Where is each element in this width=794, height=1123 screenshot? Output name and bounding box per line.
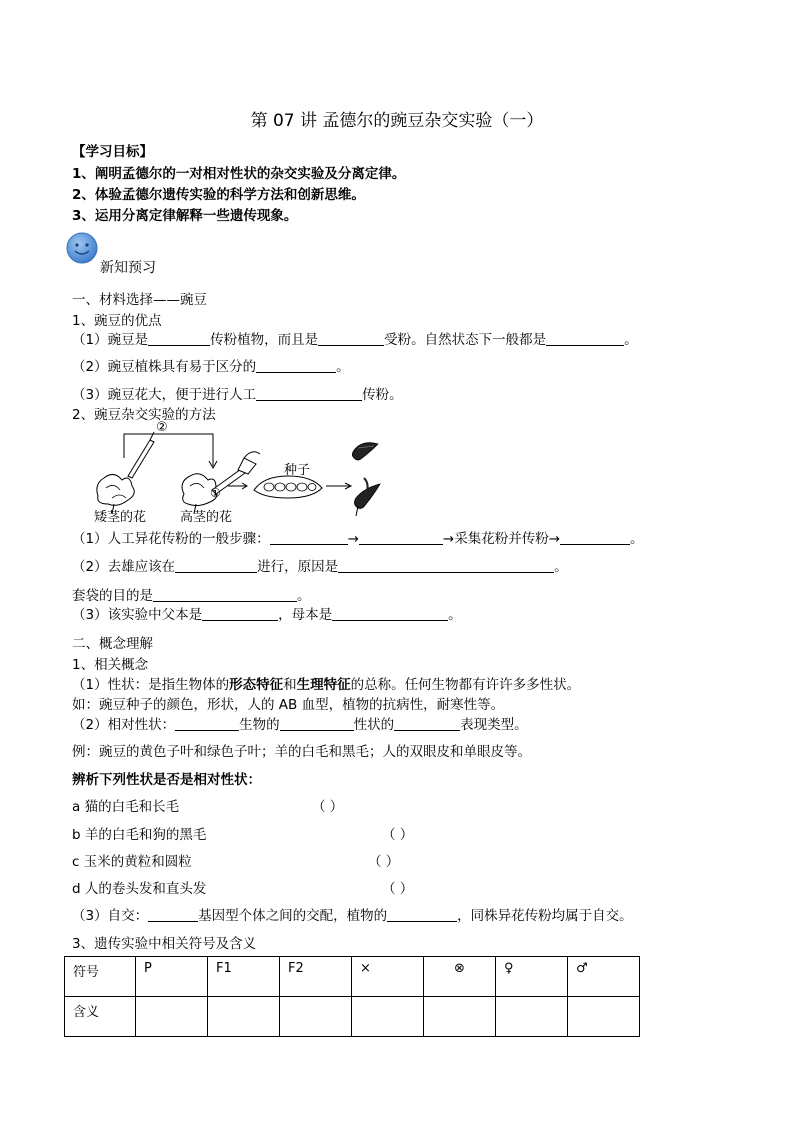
question-1-2: （2）豌豆植株具有易于区分的 。 [72, 359, 350, 375]
table-cell: ♂ [568, 957, 640, 997]
section2-sub1: 1、相关概念 [72, 657, 149, 673]
answer-blank[interactable] [256, 358, 336, 373]
answer-blank[interactable] [394, 716, 460, 731]
symbol-table [64, 956, 640, 1037]
answer-blank[interactable] [359, 530, 443, 545]
method-1: （1）人工异花传粉的一般步骤： → →采集花粉并传粉→ 。 [72, 531, 644, 547]
table-cell: ⊗ [424, 957, 496, 997]
section2-sub3: 3、遗传实验中相关符号及含义 [72, 936, 257, 952]
table-row [65, 997, 640, 1037]
judge-answer[interactable]: （ ） [368, 854, 400, 870]
bagging-purpose: 套袋的目的是 。 [72, 588, 311, 604]
table-cell[interactable] [496, 997, 568, 1037]
table-cell: F1 [208, 957, 280, 997]
diagram-short-flower-label: 矮茎的花 [94, 510, 147, 525]
table-cell[interactable] [208, 997, 280, 1037]
objective-item: 3、运用分离定律解释一些遗传现象。 [72, 208, 298, 224]
judge-answer[interactable]: （ ） [382, 881, 414, 897]
diagram-tall-flower-label: 高茎的花 [180, 510, 233, 525]
section1-sub1: 1、豌豆的优点 [72, 313, 162, 329]
judge-item: b 羊的白毛和狗的黑毛 [72, 827, 207, 843]
diagram-step-2-label: ② [156, 420, 168, 435]
preview-label: 新知预习 [100, 260, 156, 276]
judge-heading: 辨析下列性状是否是相对性状： [72, 772, 261, 788]
section1-heading: 一、材料选择——豌豆 [72, 292, 207, 308]
judge-item: c 玉米的黄粒和圆粒 [72, 854, 192, 870]
section1-sub2: 2、豌豆杂交实验的方法 [72, 407, 216, 423]
table-cell[interactable] [136, 997, 208, 1037]
answer-blank[interactable] [148, 331, 210, 346]
answer-blank[interactable] [148, 907, 198, 922]
question-1-3: （3）豌豆花大，便于进行人工 传粉。 [72, 387, 403, 403]
relative-trait-example: 例：豌豆的黄色子叶和绿色子叶；羊的白毛和黑毛；人的双眼皮和单眼皮等。 [72, 744, 531, 760]
answer-blank[interactable] [175, 558, 257, 573]
self-cross-definition: （3）自交： 基因型个体之间的交配，植物的 ，同株异花传粉均属于自交。 [72, 908, 633, 924]
table-cell: P [136, 957, 208, 997]
relative-trait-definition: （2）相对性状： 生物的 性状的 表现类型。 [72, 717, 528, 733]
objectives-heading: 【学习目标】 [72, 144, 153, 160]
answer-blank[interactable] [256, 386, 362, 401]
answer-blank[interactable] [338, 558, 554, 573]
table-cell[interactable] [568, 997, 640, 1037]
diagram-step-1-label: ① [210, 486, 221, 500]
section2-heading: 二、概念理解 [72, 636, 153, 652]
answer-blank[interactable] [153, 587, 297, 602]
table-cell[interactable] [280, 997, 352, 1037]
answer-blank[interactable] [270, 530, 348, 545]
smiley-icon [66, 232, 98, 264]
trait-example: 如：豌豆种子的颜色，形状，人的 AB 血型，植物的抗病性，耐寒性等。 [72, 697, 505, 713]
answer-blank[interactable] [332, 606, 448, 621]
page-title: 第 07 讲 孟德尔的豌豆杂交实验（一） [250, 111, 544, 131]
judge-answer[interactable]: （ ） [382, 827, 414, 843]
method-3: （3）该实验中父本是 ，母本是 。 [72, 607, 462, 623]
answer-blank[interactable] [546, 331, 624, 346]
diagram-seed-label: 种子 [284, 463, 311, 478]
table-cell: F2 [280, 957, 352, 997]
table-cell[interactable] [352, 997, 424, 1037]
answer-blank[interactable] [280, 716, 354, 731]
answer-blank[interactable] [387, 907, 457, 922]
table-cell[interactable] [424, 997, 496, 1037]
table-cell: × [352, 957, 424, 997]
judge-item: a 猫的白毛和长毛 [72, 799, 180, 815]
judge-item: d 人的卷头发和直头发 [72, 881, 207, 897]
answer-blank[interactable] [318, 331, 384, 346]
table-cell: 符号 [65, 957, 136, 997]
question-1-1: （1）豌豆是 传粉植物，而且是 受粉。自然状态下一般都是 。 [72, 332, 638, 348]
answer-blank[interactable] [560, 530, 630, 545]
table-row [65, 957, 640, 997]
answer-blank[interactable] [175, 716, 239, 731]
judge-answer[interactable]: （ ） [312, 799, 344, 815]
answer-blank[interactable] [202, 606, 278, 621]
method-2: （2）去雄应该在 进行，原因是 。 [72, 559, 568, 575]
objective-item: 1、阐明孟德尔的一对相对性状的杂交实验及分离定律。 [72, 166, 406, 182]
table-cell: 含义 [65, 997, 136, 1037]
table-cell: ♀ [496, 957, 568, 997]
objective-item: 2、体验孟德尔遗传实验的科学方法和创新思维。 [72, 187, 365, 203]
trait-definition: （1）性状：是指生物体的形态特征和生理特征的总称。任何生物都有许许多多性状。 [72, 677, 581, 693]
